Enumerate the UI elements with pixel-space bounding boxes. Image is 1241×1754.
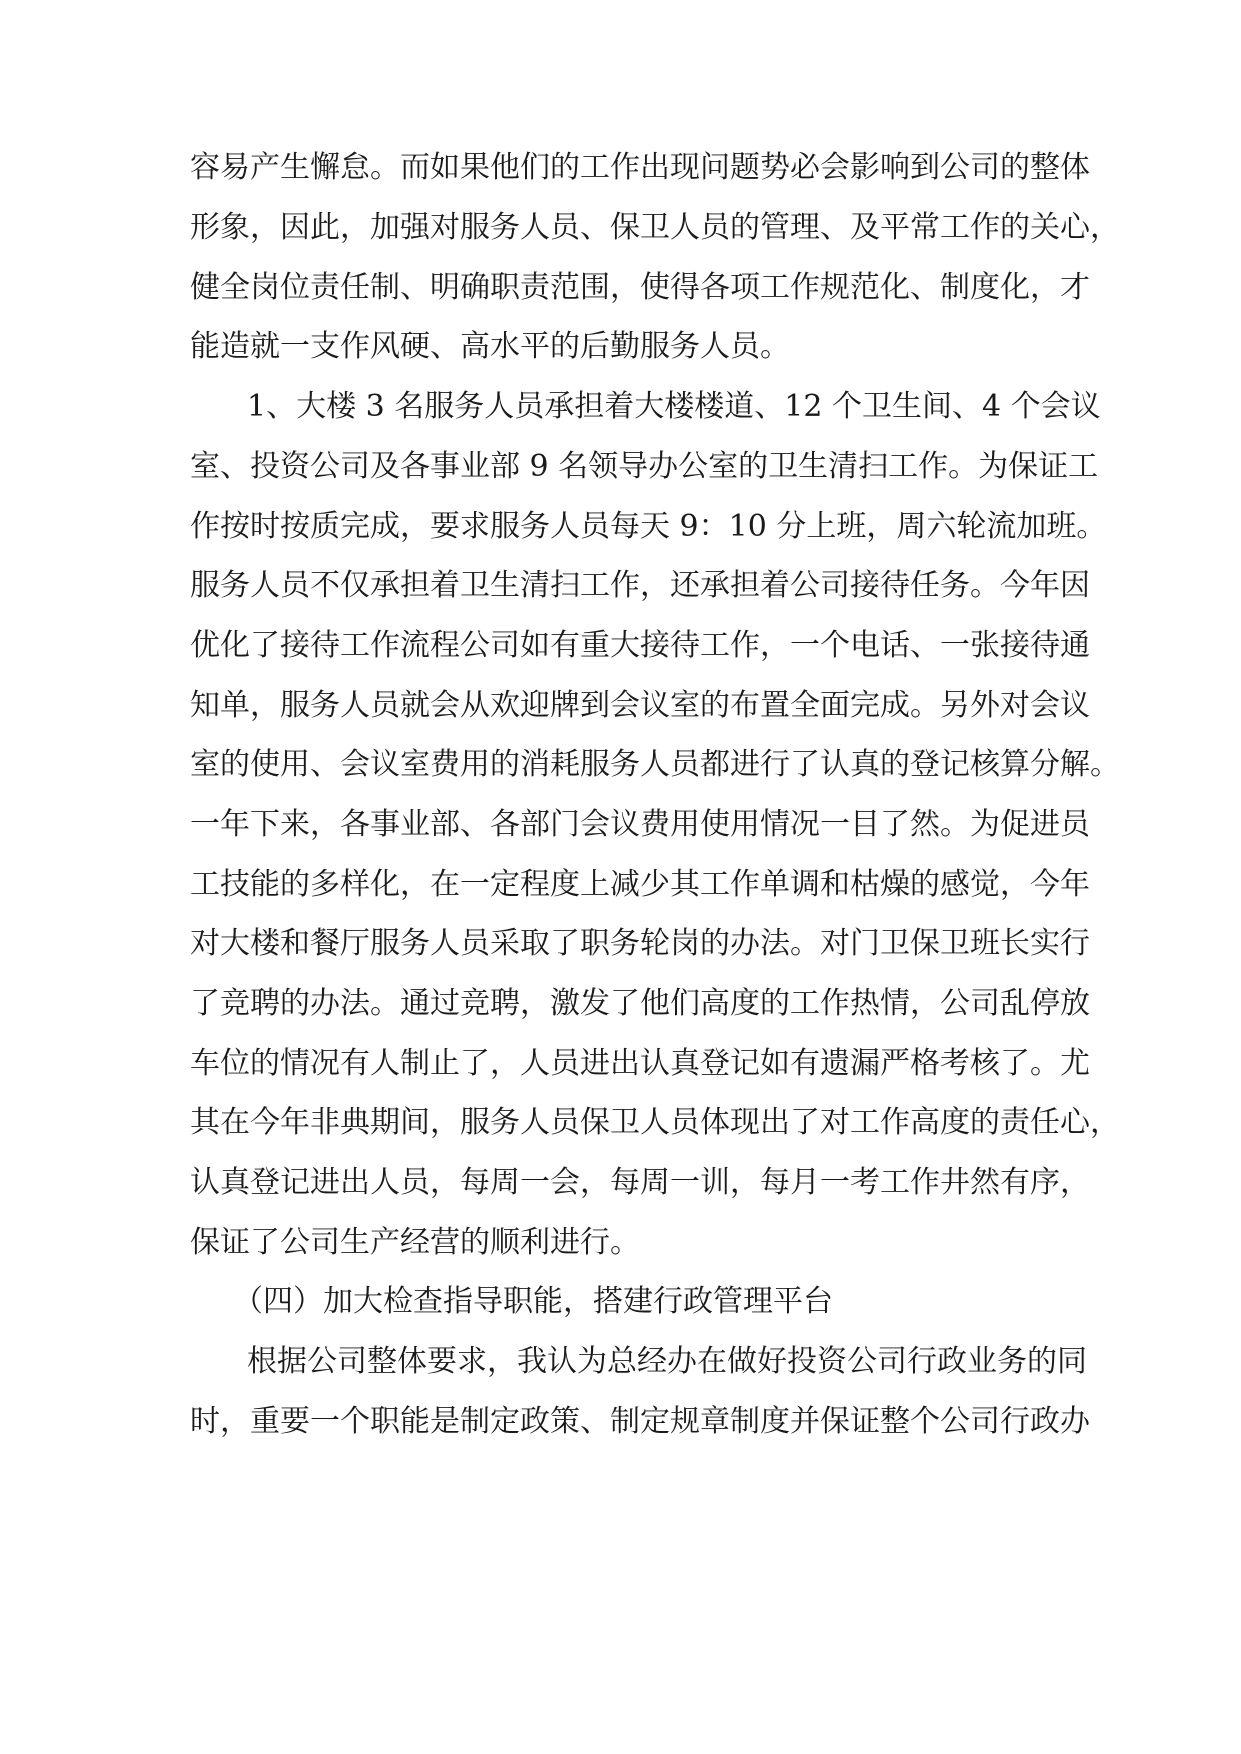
text-line-13: 工技能的多样化，在一定程度上减少其工作单调和枯燥的感觉，今年 [190, 867, 1090, 902]
text-line-19: 保证了公司生产经营的顺利进行。 [190, 1225, 640, 1260]
text-line-2: 形象，因此，加强对服务人员、保卫人员的管理、及平常工作的关心， [190, 210, 1120, 245]
text-line-12: 一年下来，各事业部、各部门会议费用使用情况一目了然。为促进员 [190, 807, 1090, 842]
section-heading: （四）加大检查指导职能，搭建行政管理平台 [233, 1284, 833, 1319]
text-line-17: 其在今年非典期间，服务人员保卫人员体现出了对工作高度的责任心， [190, 1105, 1120, 1140]
text-line-7: 作按时按质完成，要求服务人员每天 9：10 分上班，周六轮流加班。 [190, 509, 1107, 544]
paragraph-2-first-line: 根据公司整体要求，我认为总经办在做好投资公司行政业务的同 [247, 1344, 1087, 1379]
text-line-9: 优化了接待工作流程公司如有重大接待工作，一个电话、一张接待通 [190, 628, 1090, 663]
text-line-1: 容易产生懈怠。而如果他们的工作出现问题势必会影响到公司的整体 [190, 150, 1090, 185]
text-line-18: 认真登记进出人员，每周一会，每周一训，每月一考工作井然有序， [190, 1165, 1090, 1200]
text-line-22: 时，重要一个职能是制定政策、制定规章制度并保证整个公司行政办 [190, 1404, 1090, 1439]
text-line-3: 健全岗位责任制、明确职责范围，使得各项工作规范化、制度化，才 [190, 270, 1090, 305]
text-line-16: 车位的情况有人制止了，人员进出认真登记如有遗漏严格考核了。尤 [190, 1046, 1090, 1081]
text-line-15: 了竞聘的办法。通过竞聘，激发了他们高度的工作热情，公司乱停放 [190, 986, 1090, 1021]
text-line-6: 室、投资公司及各事业部 9 名领导办公室的卫生清扫工作。为保证工 [190, 449, 1099, 484]
text-line-10: 知单，服务人员就会从欢迎牌到会议室的布置全面完成。另外对会议 [190, 688, 1090, 723]
text-line-14: 对大楼和餐厅服务人员采取了职务轮岗的办法。对门卫保卫班长实行 [190, 926, 1090, 961]
text-line-11: 室的使用、会议室费用的消耗服务人员都进行了认真的登记核算分解。 [190, 747, 1120, 782]
paragraph-1-first-line: 1、大楼 3 名服务人员承担着大楼楼道、12 个卫生间、4 个会议 [247, 389, 1101, 424]
text-line-4: 能造就一支作风硬、高水平的后勤服务人员。 [190, 329, 790, 364]
text-line-8: 服务人员不仅承担着卫生清扫工作，还承担着公司接待任务。今年因 [190, 568, 1090, 603]
